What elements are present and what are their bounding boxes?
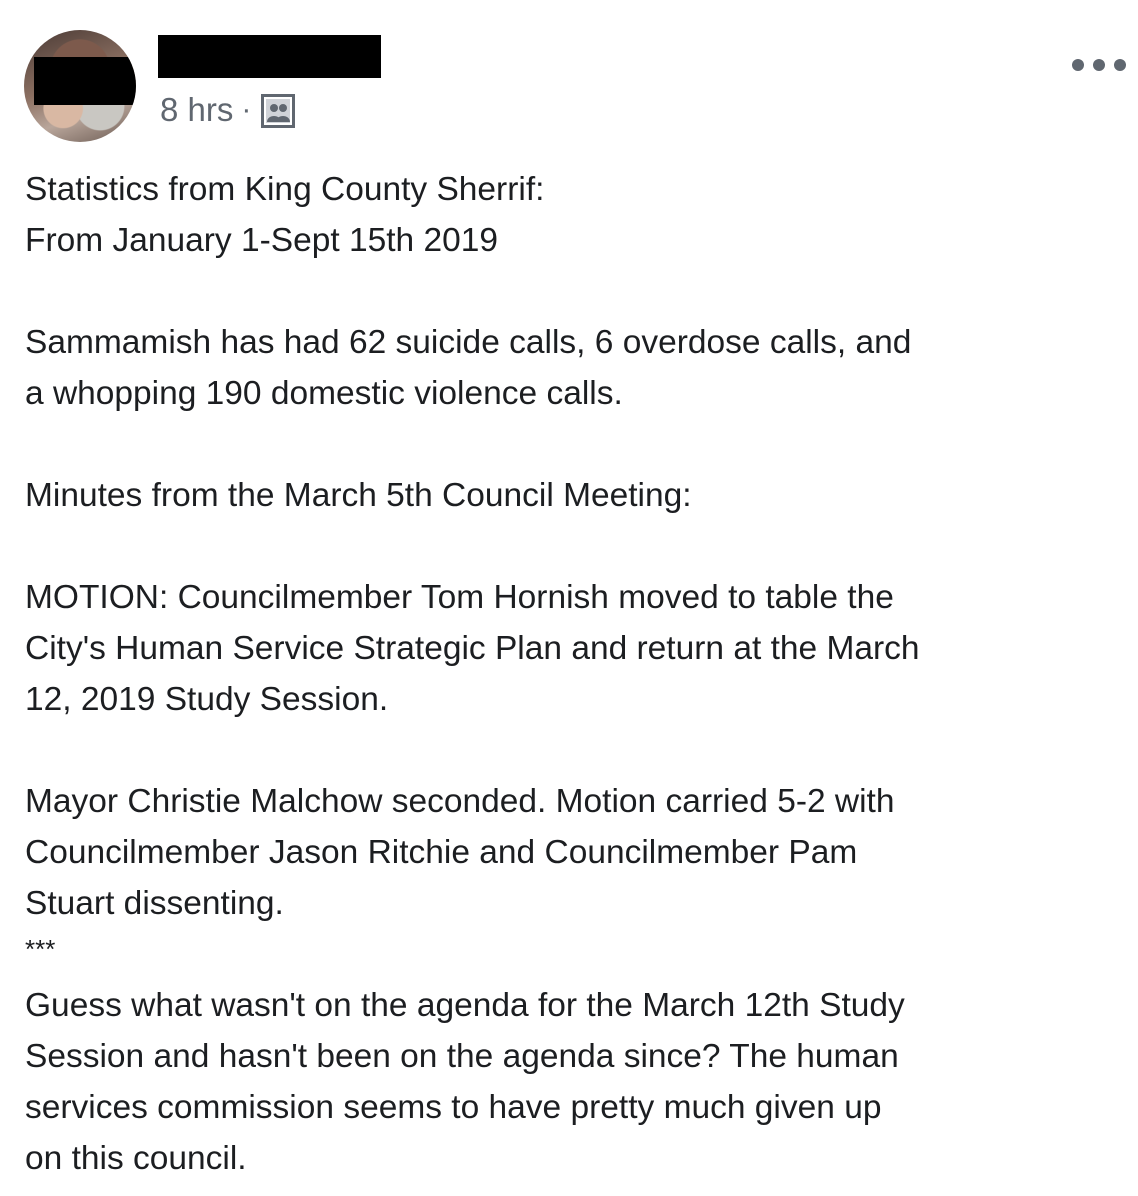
more-options-icon[interactable] bbox=[1072, 52, 1126, 78]
post-line: MOTION: Councilmember Tom Hornish moved to table the bbox=[25, 579, 894, 616]
post-line: From January 1-Sept 15th 2019 bbox=[25, 222, 498, 259]
post-line: services commission seems to have pretty much given up bbox=[25, 1089, 882, 1126]
author-name-redacted[interactable] bbox=[158, 35, 381, 78]
blank-line bbox=[25, 521, 1125, 572]
post-line: Stuart dissenting. bbox=[25, 885, 284, 922]
post-body bbox=[25, 164, 1125, 1184]
meta-separator: · bbox=[241, 93, 252, 126]
post-line: 12, 2019 Study Session. bbox=[25, 681, 389, 718]
post-line: Guess what wasn't on the agenda for the March 12th Study bbox=[25, 987, 905, 1024]
more-dot bbox=[1093, 59, 1105, 71]
post-meta bbox=[160, 88, 295, 132]
post-line: on this council. bbox=[25, 1140, 247, 1177]
blank-line bbox=[25, 266, 1125, 317]
timestamp-link[interactable]: 8 hrs bbox=[160, 91, 234, 128]
post-line: Sammamish has had 62 suicide calls, 6 overdose calls, and bbox=[25, 324, 912, 361]
post-line: Mayor Christie Malchow seconded. Motion carried 5-2 with bbox=[25, 783, 895, 820]
avatar[interactable] bbox=[24, 30, 136, 142]
more-dot bbox=[1114, 59, 1126, 71]
blank-line bbox=[25, 725, 1125, 776]
post-line: Statistics from King County Sherrif: bbox=[25, 171, 545, 208]
blank-line bbox=[25, 419, 1125, 470]
post-line: Minutes from the March 5th Council Meeting: bbox=[25, 477, 692, 514]
post-line: City's Human Service Strategic Plan and return at the March bbox=[25, 630, 920, 667]
post-line: Session and hasn't been on the agenda since? The human bbox=[25, 1038, 899, 1075]
post-line: Councilmember Jason Ritchie and Councilmember Pam bbox=[25, 834, 858, 871]
more-dot bbox=[1072, 59, 1084, 71]
friends-icon[interactable] bbox=[261, 94, 295, 128]
avatar-redaction-bar bbox=[34, 57, 136, 105]
separator-stars: *** bbox=[25, 934, 56, 964]
post-line: a whopping 190 domestic violence calls. bbox=[25, 375, 623, 412]
